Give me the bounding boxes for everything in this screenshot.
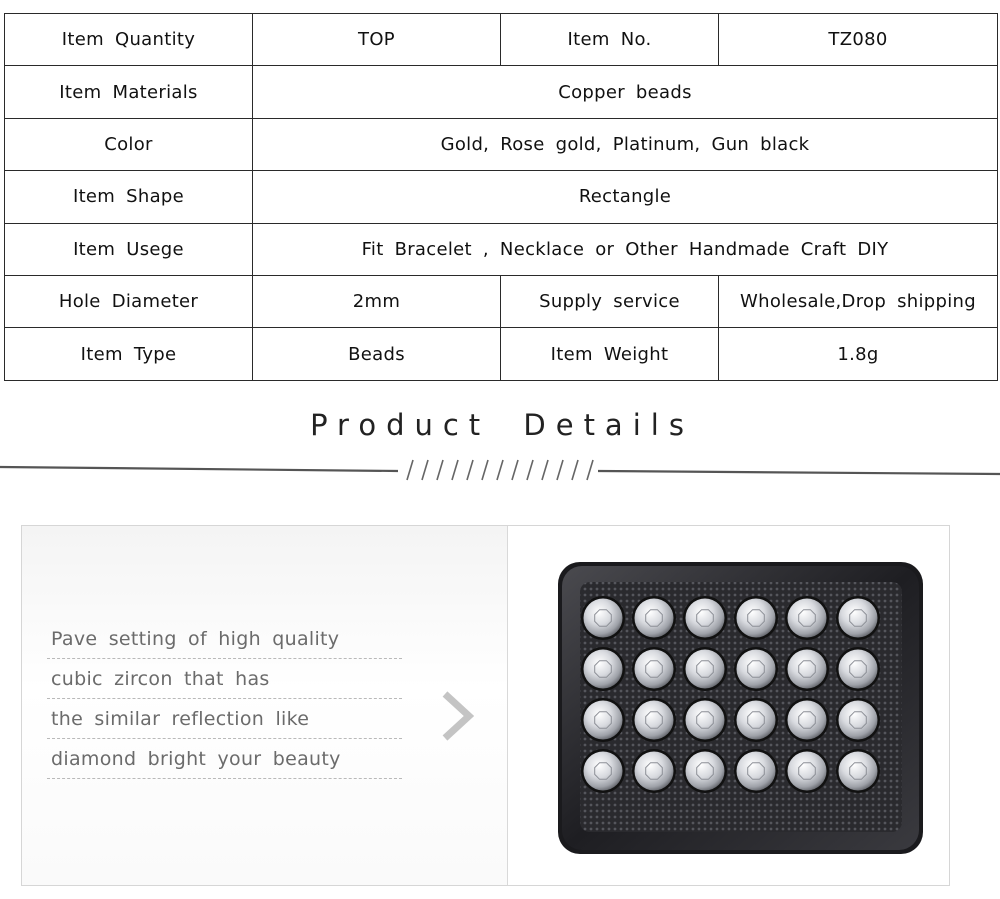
label-color: Color bbox=[5, 118, 253, 170]
label-item-type: Item Type bbox=[5, 328, 253, 380]
details-text-box bbox=[22, 526, 507, 885]
table-row bbox=[5, 171, 998, 223]
detail-line: the similar reflection like bbox=[47, 699, 402, 739]
zircon-stone bbox=[635, 650, 674, 689]
zircon-stone bbox=[839, 599, 878, 638]
zircon-stone bbox=[686, 599, 725, 638]
zircon-stone bbox=[686, 701, 725, 740]
zircon-stone bbox=[737, 650, 776, 689]
label-hole-diameter: Hole Diameter bbox=[5, 275, 253, 327]
value-item-shape: Rectangle bbox=[253, 171, 998, 223]
label-item-shape: Item Shape bbox=[5, 171, 253, 223]
zircon-stone bbox=[788, 650, 827, 689]
table-row bbox=[5, 328, 998, 380]
table-row bbox=[5, 275, 998, 327]
zircon-stone bbox=[737, 752, 776, 791]
value-item-no: TZ080 bbox=[719, 14, 998, 66]
chevron-right-icon bbox=[437, 688, 477, 744]
details-lines bbox=[47, 619, 402, 779]
label-supply-service: Supply service bbox=[501, 275, 719, 327]
title-divider bbox=[0, 452, 1000, 484]
table-row bbox=[5, 118, 998, 170]
table-row bbox=[5, 223, 998, 275]
details-panel bbox=[21, 525, 950, 886]
value-hole-diameter: 2mm bbox=[253, 275, 501, 327]
zircon-stone bbox=[686, 650, 725, 689]
label-item-no: Item No. bbox=[501, 14, 719, 66]
spec-table bbox=[4, 13, 998, 381]
detail-line: cubic zircon that has bbox=[47, 659, 402, 699]
zircon-stone bbox=[584, 650, 623, 689]
value-item-type: Beads bbox=[253, 328, 501, 380]
zircon-stone bbox=[839, 701, 878, 740]
zircon-stone bbox=[839, 752, 878, 791]
label-item-weight: Item Weight bbox=[501, 328, 719, 380]
section-title-text: Product Details bbox=[310, 408, 694, 442]
value-item-usage: Fit Bracelet , Necklace or Other Handmade Craft DIY bbox=[253, 223, 998, 275]
zircon-stone bbox=[839, 650, 878, 689]
zircon-stone bbox=[737, 599, 776, 638]
value-item-materials: Copper beads bbox=[253, 66, 998, 118]
zircon-stone bbox=[635, 752, 674, 791]
detail-line: diamond bright your beauty bbox=[47, 739, 402, 779]
zircon-stone bbox=[635, 599, 674, 638]
table-row bbox=[5, 66, 998, 118]
section-title bbox=[0, 408, 1000, 442]
value-item-weight: 1.8g bbox=[719, 328, 998, 380]
product-image bbox=[552, 556, 932, 861]
label-item-quantity: Item Quantity bbox=[5, 14, 253, 66]
panel-divider bbox=[507, 526, 508, 885]
table-row bbox=[5, 14, 998, 66]
value-item-quantity: TOP bbox=[253, 14, 501, 66]
label-item-materials: Item Materials bbox=[5, 66, 253, 118]
zircon-stone bbox=[686, 752, 725, 791]
zircon-stone bbox=[737, 701, 776, 740]
zircon-stone bbox=[635, 701, 674, 740]
zircon-stone bbox=[584, 599, 623, 638]
zircon-stone bbox=[788, 752, 827, 791]
detail-line: Pave setting of high quality bbox=[47, 619, 402, 659]
label-item-usage: Item Usege bbox=[5, 223, 253, 275]
value-supply-service: Wholesale,Drop shipping bbox=[719, 275, 998, 327]
zircon-stone bbox=[584, 752, 623, 791]
zircon-stone bbox=[584, 701, 623, 740]
zircon-stone bbox=[788, 701, 827, 740]
value-color: Gold, Rose gold, Platinum, Gun black bbox=[253, 118, 998, 170]
zircon-stone bbox=[788, 599, 827, 638]
